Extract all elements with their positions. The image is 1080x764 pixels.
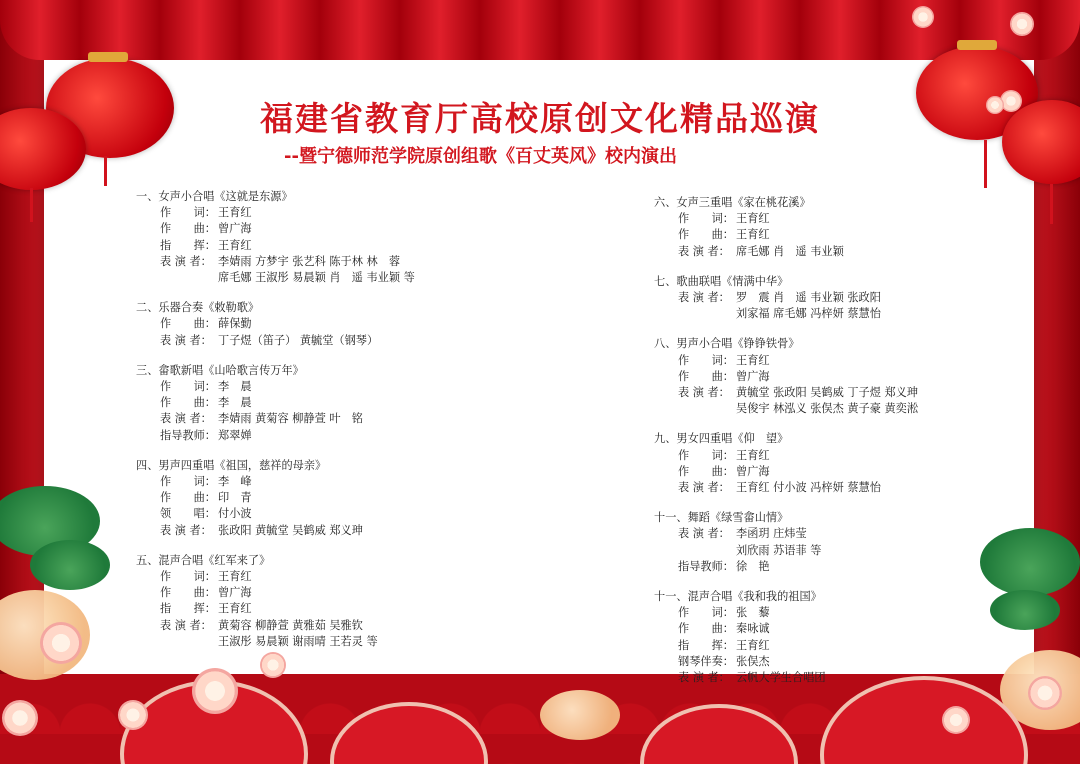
credit-names: 王育红 [736,638,770,652]
credit-row [654,290,994,306]
blossom-icon [912,6,934,28]
credit-names: 王育红 [218,570,252,584]
credit-row [654,306,994,322]
credit-role: 指导教师： [678,559,734,573]
credit-names: 张 藜 [736,606,770,620]
credit-names: 王淑彤 易晨颖 谢雨晴 王若灵 等 [218,634,378,648]
credit-row [654,526,994,542]
credit-role: 表 演 者： [160,523,212,537]
credit-names: 徐 艳 [736,559,770,573]
program-item [136,363,556,444]
credit-names: 李婧雨 黄菊容 柳静萱 叶 铭 [218,412,363,426]
credit-names: 王育红 付小波 冯梓妍 蔡慧怡 [736,481,881,495]
blossom-icon [1010,12,1034,36]
credit-row [136,506,556,522]
credit-names: 黄毓堂 张政阳 吴鹤威 丁子煜 郑义珅 [736,386,919,400]
program-item-title: 十一、舞蹈《绿雪畲山情》 [654,511,789,525]
credit-row [136,254,556,270]
tassel [984,140,987,188]
credit-role: 作 词： [678,606,734,620]
lantern-cap [957,40,997,50]
credit-row [136,474,556,490]
credit-role: 指 挥： [678,638,734,652]
credit-role: 表 演 者： [678,386,730,400]
pine-tree-icon [990,590,1060,630]
credit-names: 王育红 [736,353,770,367]
credit-role: 表 演 者： [678,527,730,541]
credit-role: 作 词： [160,475,216,489]
credit-names: 席毛娜 肖 遥 韦业颖 [736,244,844,258]
credit-names: 王育红 [736,212,770,226]
program-item [654,336,994,417]
credit-role: 表 演 者： [678,244,730,258]
credit-role: 作 曲： [160,491,216,505]
program-item-title: 八、男声小合唱《铮铮铁骨》 [654,337,800,351]
credit-names: 李婧雨 方梦宇 张艺科 陈于林 林 蓉 [218,254,401,268]
credit-names: 云帆大学生合唱团 [736,671,826,685]
program-item [136,189,556,286]
credit-role: 指 挥： [160,602,216,616]
credit-row [654,227,994,243]
credit-names: 李 晨 [218,380,252,394]
credit-row [136,490,556,506]
credit-role: 作 词： [160,206,216,220]
credit-names: 罗 震 肖 遥 韦业颖 张政阳 [736,291,881,305]
credit-row [654,654,994,670]
credit-row [654,385,994,401]
credit-row [136,333,556,349]
credit-role: 作 曲： [678,622,734,636]
program-item [654,195,994,260]
program-item-title: 一、女声小合唱《这就是东源》 [136,190,293,203]
credit-names: 付小波 [218,507,252,521]
credit-names: 郑翠婵 [218,428,252,442]
credit-names: 曾广海 [736,464,770,478]
credit-row [136,411,556,427]
cloud-icon [540,690,620,740]
credit-row [654,543,994,559]
blossom-icon [192,668,238,714]
tassel [1050,184,1053,224]
program-item [654,510,994,575]
credit-names: 丁子煜（笛子） 黄毓堂（钢琴） [218,333,379,347]
credit-row [654,670,994,686]
program-item [654,274,994,323]
credit-row [136,379,556,395]
credit-names: 王育红 [218,602,252,616]
credit-names: 王育红 [736,228,770,242]
program-item-title: 二、乐器合奏《敕勒歌》 [136,301,260,315]
credit-row [136,316,556,332]
credit-role: 作 曲： [678,464,734,478]
credit-role: 作 词： [160,380,216,394]
program-item [654,431,994,496]
blossom-icon [1028,676,1062,710]
credit-names: 张俣杰 [736,654,770,668]
credit-role: 作 曲： [160,317,216,331]
credit-names: 黄菊容 柳静萱 黄雅茹 吴雅钦 [218,618,363,632]
credit-names: 秦咏诚 [736,622,770,636]
credit-names: 曾广海 [218,222,252,236]
credit-row [654,244,994,260]
program-item [136,300,556,349]
credit-role: 表 演 者： [160,254,212,268]
credit-role: 作 曲： [160,396,216,410]
credit-role: 作 词： [160,570,216,584]
credit-row [654,605,994,621]
credit-role: 表 演 者： [678,481,730,495]
blossom-icon [118,700,148,730]
credit-names: 王育红 [218,206,252,220]
credit-role: 指导教师： [160,428,216,442]
blossom-icon [942,706,970,734]
credit-row [136,523,556,539]
page-title: 福建省教育厅高校原创文化精品巡演 [260,99,820,138]
credit-role: 表 演 者： [678,291,730,305]
credit-role: 作 词： [678,448,734,462]
credit-row [136,618,556,634]
credit-row [136,221,556,237]
program-item-title: 三、畲歌新唱《山哈歌言传万年》 [136,363,304,377]
credit-role: 表 演 者： [678,671,730,685]
credit-row [654,353,994,369]
blossom-icon [2,700,38,736]
credit-row [136,205,556,221]
tassel [30,188,33,222]
credit-row [136,634,556,650]
credit-names: 刘家福 席毛娜 冯梓妍 蔡慧怡 [736,307,881,321]
program-item [136,458,556,539]
program-item-title: 四、男声四重唱《祖国，慈祥的母亲》 [136,458,327,472]
program-item-title: 九、男女四重唱《仰 望》 [654,432,789,446]
credit-row [136,238,556,254]
credit-names: 刘欣雨 苏语菲 等 [736,543,822,557]
credit-row [136,569,556,585]
credit-row [654,559,994,575]
credit-role: 作 词： [678,212,734,226]
credit-row [654,621,994,637]
program-item-title: 七、歌曲联唱《情满中华》 [654,274,789,288]
credit-names: 李 晨 [218,396,252,410]
program-item [654,589,994,686]
credit-row [654,401,994,417]
credit-row [654,211,994,227]
credit-row [654,369,994,385]
program-item-title: 六、女声三重唱《家在桃花溪》 [654,196,811,209]
credit-role: 表 演 者： [160,333,212,347]
pine-tree-icon [30,540,110,590]
credit-names: 李 峰 [218,475,252,489]
credit-row [654,480,994,496]
credit-names: 李函玥 庄炜莹 [736,527,807,541]
credit-names: 席毛娜 王淑彤 易晨颖 肖 遥 韦业颖 等 [218,271,415,285]
lantern-cap [88,52,128,62]
credit-names: 薛保勤 [218,317,252,331]
credit-row [136,428,556,444]
page-subtitle: --暨宁德师范学院原创组歌《百丈英风》校内演出 [284,146,677,167]
pine-tree-icon [980,528,1080,596]
program-column-left [136,189,556,664]
credit-row [136,585,556,601]
credit-row [654,464,994,480]
tassel [104,156,107,186]
credit-row [136,601,556,617]
credit-role: 作 曲： [678,369,734,383]
blossom-icon [40,622,82,664]
credit-role: 作 曲： [160,222,216,236]
credit-role: 表 演 者： [160,618,212,632]
credit-row [654,638,994,654]
program-item-title: 五、混声合唱《红军来了》 [136,553,271,567]
credit-names: 王育红 [736,448,770,462]
credit-row [136,270,556,286]
credit-row [136,395,556,411]
credit-role: 钢琴伴奏： [678,654,734,668]
credit-role: 作 词： [678,353,734,367]
credit-names: 吴俊宇 林泓义 张俣杰 黄子豪 黄奕淞 [736,402,919,416]
credit-role: 表 演 者： [160,412,212,426]
credit-row [654,448,994,464]
credit-names: 张政阳 黄毓堂 吴鹤威 郑义珅 [218,523,363,537]
credit-names: 曾广海 [218,586,252,600]
credit-role: 作 曲： [678,228,734,242]
program-column-right [654,195,994,700]
credit-names: 曾广海 [736,369,770,383]
credit-role: 指 挥： [160,238,216,252]
program-item [136,553,556,650]
credit-role: 领 唱： [160,507,216,521]
program-item-title: 十一、混声合唱《我和我的祖国》 [654,590,822,604]
credit-role: 作 曲： [160,586,216,600]
credit-names: 王育红 [218,238,252,252]
credit-names: 印 青 [218,491,252,505]
